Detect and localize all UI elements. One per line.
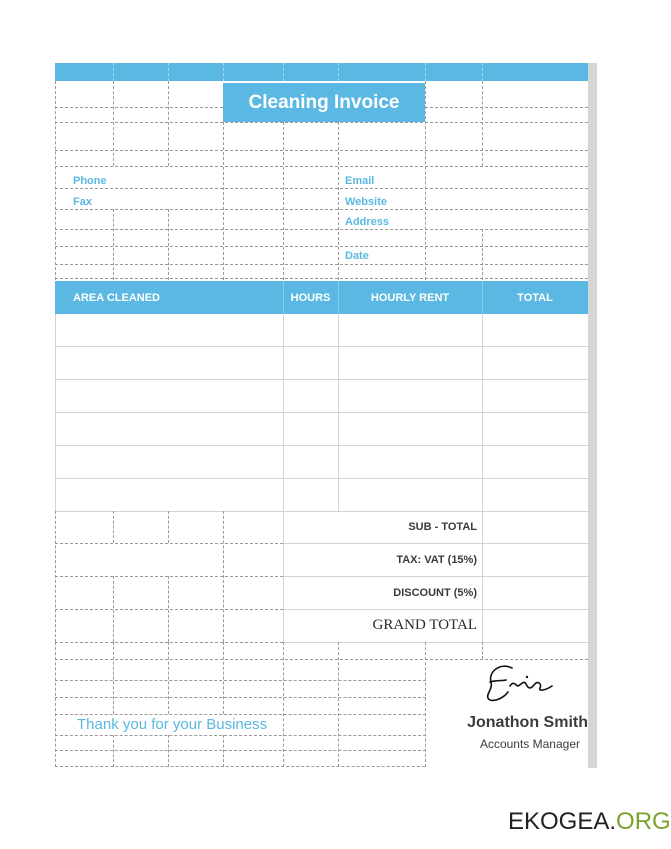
watermark-part2: ORG xyxy=(616,808,671,835)
watermark xyxy=(508,808,671,836)
tax-label: TAX: VAT (15%) xyxy=(396,554,477,566)
table-row xyxy=(55,445,588,446)
table-row xyxy=(55,511,588,512)
website-label: Website xyxy=(345,196,387,208)
col-area-cleaned: AREA CLEANED xyxy=(73,292,160,304)
table-row xyxy=(55,412,588,413)
address-label: Address xyxy=(345,216,390,228)
phone-label: Phone xyxy=(73,175,107,187)
table-row xyxy=(55,346,588,347)
fax-label: Fax xyxy=(73,196,92,208)
col-hours: HOURS xyxy=(290,292,331,304)
table-row xyxy=(55,379,588,380)
sheet-right-gutter xyxy=(588,63,597,768)
thank-you-message: Thank you for your Business xyxy=(77,716,268,733)
signer-title: Accounts Manager xyxy=(479,737,580,751)
top-band xyxy=(55,63,588,81)
date-label: Date xyxy=(345,250,369,262)
watermark-part1: EKOGEA. xyxy=(508,808,617,835)
table-row xyxy=(55,478,588,479)
grand-total-label: GRAND TOTAL xyxy=(372,617,477,633)
signature xyxy=(482,660,562,704)
col-hourly-rent: HOURLY RENT xyxy=(370,292,450,304)
email-label: Email xyxy=(345,175,375,187)
col-total: TOTAL xyxy=(517,292,553,304)
signer-name: Jonathon Smith xyxy=(467,714,588,731)
discount-label: DISCOUNT (5%) xyxy=(393,587,477,599)
subtotal-label: SUB - TOTAL xyxy=(408,521,477,533)
invoice-title: Cleaning Invoice xyxy=(248,92,400,113)
